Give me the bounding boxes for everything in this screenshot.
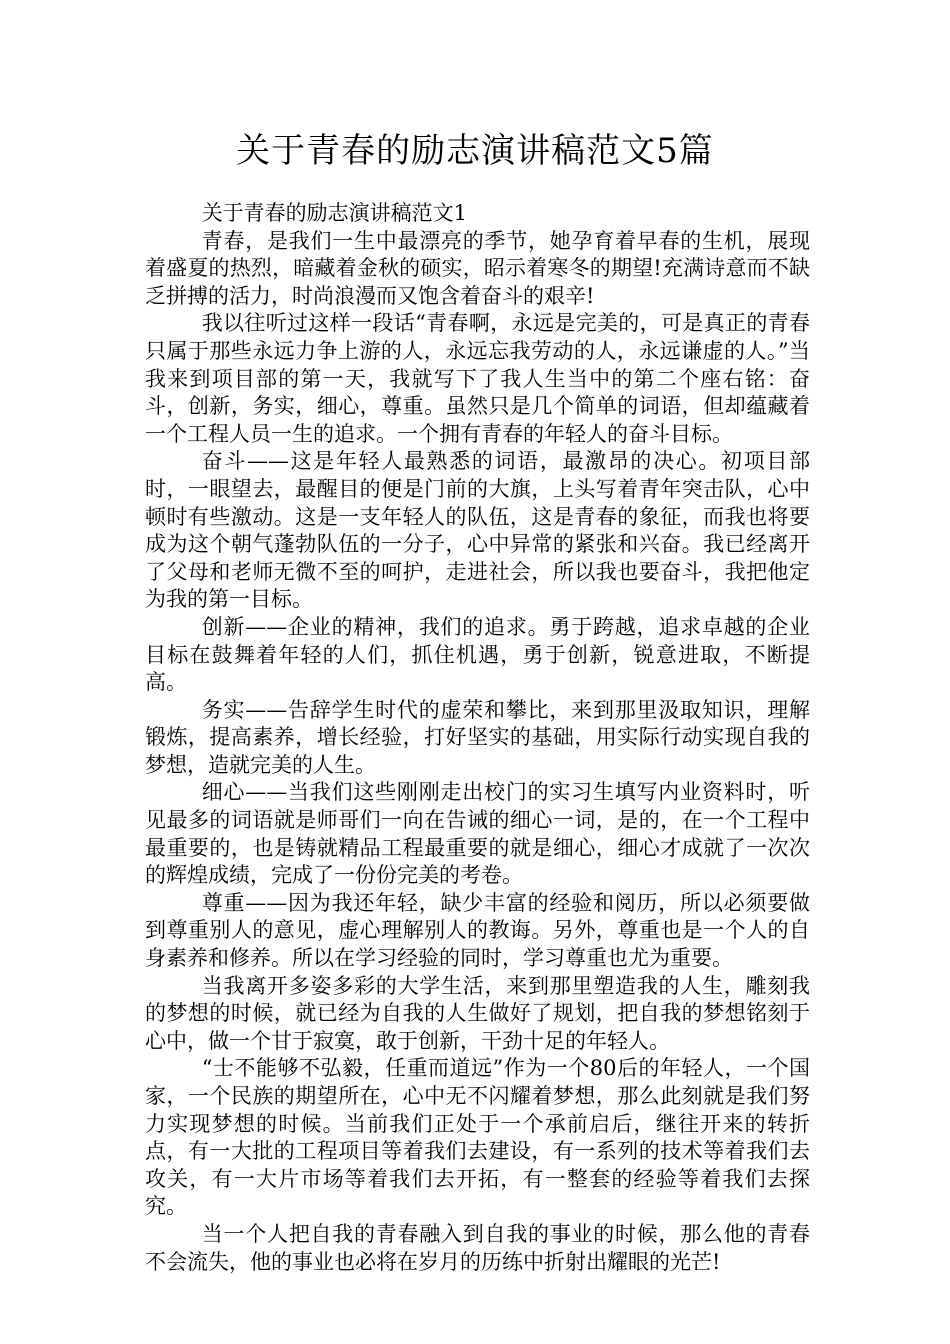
paragraph: 当我离开多姿多彩的大学生活，来到那里塑造我的人生，雕刻我的梦想的时候，就已经为自我的人生做好了规划，把自我的梦想铭刻于心中，做一个甘于寂寞，敢于创新，干劲十足的年轻人。 [145, 973, 810, 1053]
paragraph: 尊重——因为我还年轻，缺少丰富的经验和阅历，所以必须要做到尊重别人的意见，虚心理解别人的教诲。另外，尊重也是一个人的自身素养和修养。所以在学习经验的同时，学习尊重也尤为重要。 [145, 890, 810, 971]
paragraph: 奋斗——这是年轻人最熟悉的词语，最激昂的决心。初项目部时，一眼望去，最醒目的便是门前的大旗，上头写着青年突击队，心中顿时有些激动。这是一支年轻人的队伍，这是青春的象征，而我也将要成为这个朝气蓬勃队伍的一分子，心中异常的紧张和兴奋。我已经离开了父母和老师无微不至的呵护，走进社会，所以我也要奋斗，我把他定为我的第一目标。 [145, 449, 810, 612]
document-title: 关于青春的励志演讲稿范文5篇 [236, 131, 714, 171]
paragraph: 细心——当我们这些刚刚走出校门的实习生填写内业资料时，听见最多的词语就是师哥们一向在告诫的细心一词，是的，在一个工程中最重要的，也是铸就精品工程最重要的就是细心，细心才成就了一次次的辉煌成绩，完成了一份份完美的考卷。 [145, 780, 810, 888]
document-body [145, 200, 810, 1276]
paragraph: 我以往听过这样一段话“青春啊，永远是完美的，可是真正的青春只属于那些永远力争上游的人，永远忘我劳动的人，永远谦虚的人。”当我来到项目部的第一天，我就写下了我人生当中的第二个座右铭：奋斗，创新，务实，细心，尊重。虽然只是几个简单的词语，但却蕴藏着一个工程人员一生的追求。一个拥有青春的年轻人的奋斗目标。 [145, 311, 810, 446]
section-heading: 关于青春的励志演讲稿范文1 [201, 201, 468, 225]
paragraph: 当一个人把自我的青春融入到自我的事业的时候，那么他的青春不会流失，他的事业也必将在岁月的历练中折射出耀眼的光芒! [145, 1221, 810, 1274]
paragraph: “士不能够不弘毅，任重而道远”作为一个80后的年轻人，一个国家，一个民族的期望所在，心中无不闪耀着梦想，那么此刻就是我们努力实现梦想的时候。当前我们正处于一个承前启后，继往开来的转折点，有一大批的工程项目等着我们去建设，有一系列的技术等着我们去攻关，有一大片市场等着我们去开拓，有一整套的经验等着我们去探究。 [145, 1056, 810, 1219]
paragraph: 务实——告辞学生时代的虚荣和攀比，来到那里汲取知识，理解锻炼，提高素养，增长经验，打好坚实的基础，用实际行动实现自我的梦想，造就完美的人生。 [145, 697, 810, 777]
paragraph: 创新——企业的精神，我们的追求。勇于跨越，追求卓越的企业目标在鼓舞着年轻的人们，抓住机遇，勇于创新，锐意进取，不断提高。 [145, 614, 810, 695]
paragraph: 青春，是我们一生中最漂亮的季节，她孕育着早春的生机，展现着盛夏的热烈，暗藏着金秋的硕实，昭示着寒冬的期望!充满诗意而不缺乏拼搏的活力，时尚浪漫而又饱含着奋斗的艰辛! [145, 228, 810, 308]
